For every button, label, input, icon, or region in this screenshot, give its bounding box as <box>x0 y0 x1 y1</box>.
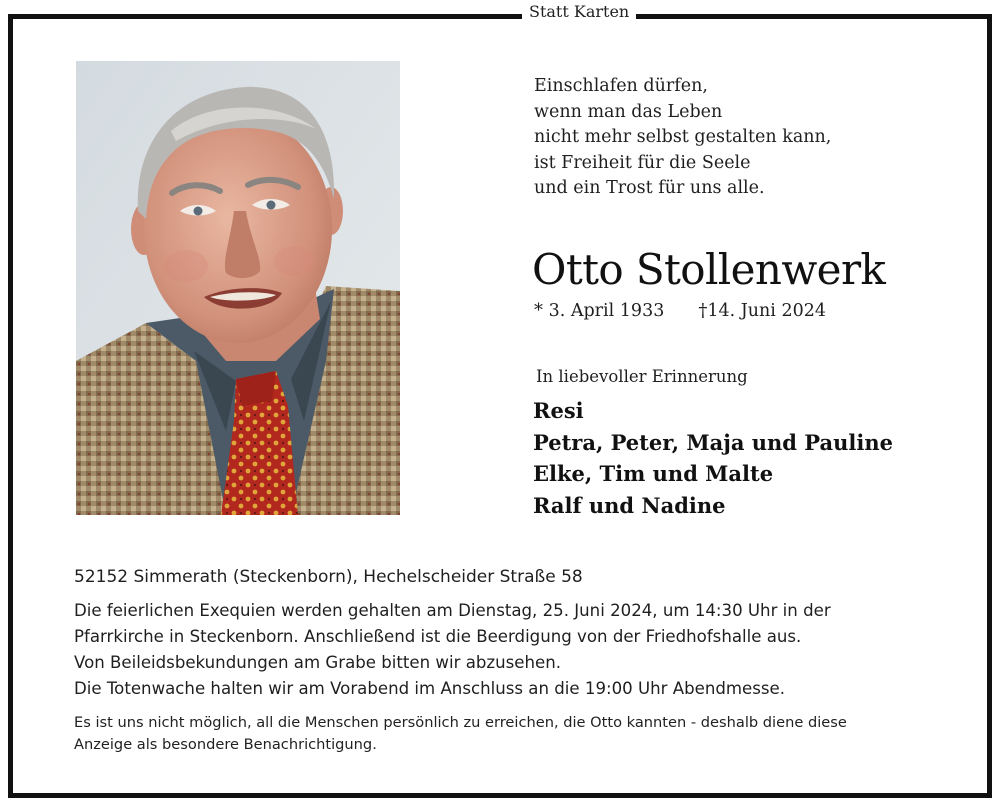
death-date: 14. Juni 2024 <box>707 301 826 321</box>
family-list <box>533 395 893 521</box>
death-symbol: † <box>698 300 708 321</box>
family-line: Resi <box>533 398 584 423</box>
details-line: Pfarrkirche in Steckenborn. Anschließend ist die Beerdigung von der Friedhofshalle aus. <box>74 627 802 646</box>
note-line: Anzeige als besondere Benachrichtigung. <box>74 736 377 753</box>
details-line: Die Totenwache halten wir am Vorabend im Anschluss an die 19:00 Uhr Abendmesse. <box>74 679 786 698</box>
family-line: Ralf und Nadine <box>533 492 726 518</box>
poem-line: Einschlafen dürfen, <box>534 76 708 96</box>
service-details <box>74 598 974 702</box>
poem-line: wenn man das Leben <box>534 101 723 122</box>
frame-label: Statt Karten <box>522 0 636 24</box>
deceased-name: Otto Stollenwerk <box>532 245 886 294</box>
poem-line: ist Freiheit für die Seele <box>534 152 751 173</box>
birth-date: 3. April 1933 <box>548 301 665 321</box>
life-dates <box>534 298 826 324</box>
note-line: Es ist uns nicht möglich, all die Menschen persönlich zu erreichen, die Otto kannten - deshalb diene diese <box>74 714 847 731</box>
poem-line: und ein Trost für uns alle. <box>534 178 765 198</box>
memory-line: In liebevoller Erinnerung <box>536 367 748 386</box>
details-line: Die feierlichen Exequien werden gehalten am Dienstag, 25. Juni 2024, um 14:30 Uhr in der <box>74 601 831 620</box>
address: 52152 Simmerath (Steckenborn), Hechelscheider Straße 58 <box>74 567 583 587</box>
notification-note <box>74 712 974 756</box>
birth-symbol: * <box>534 300 543 321</box>
poem <box>534 74 964 202</box>
poem-line: nicht mehr selbst gestalten kann, <box>534 127 832 147</box>
family-line: Petra, Peter, Maja und Pauline <box>533 429 893 455</box>
family-line: Elke, Tim und Malte <box>533 461 774 486</box>
details-line: Von Beileidsbekundungen am Grabe bitten wir abzusehen. <box>74 653 562 672</box>
portrait-photo <box>76 61 400 515</box>
